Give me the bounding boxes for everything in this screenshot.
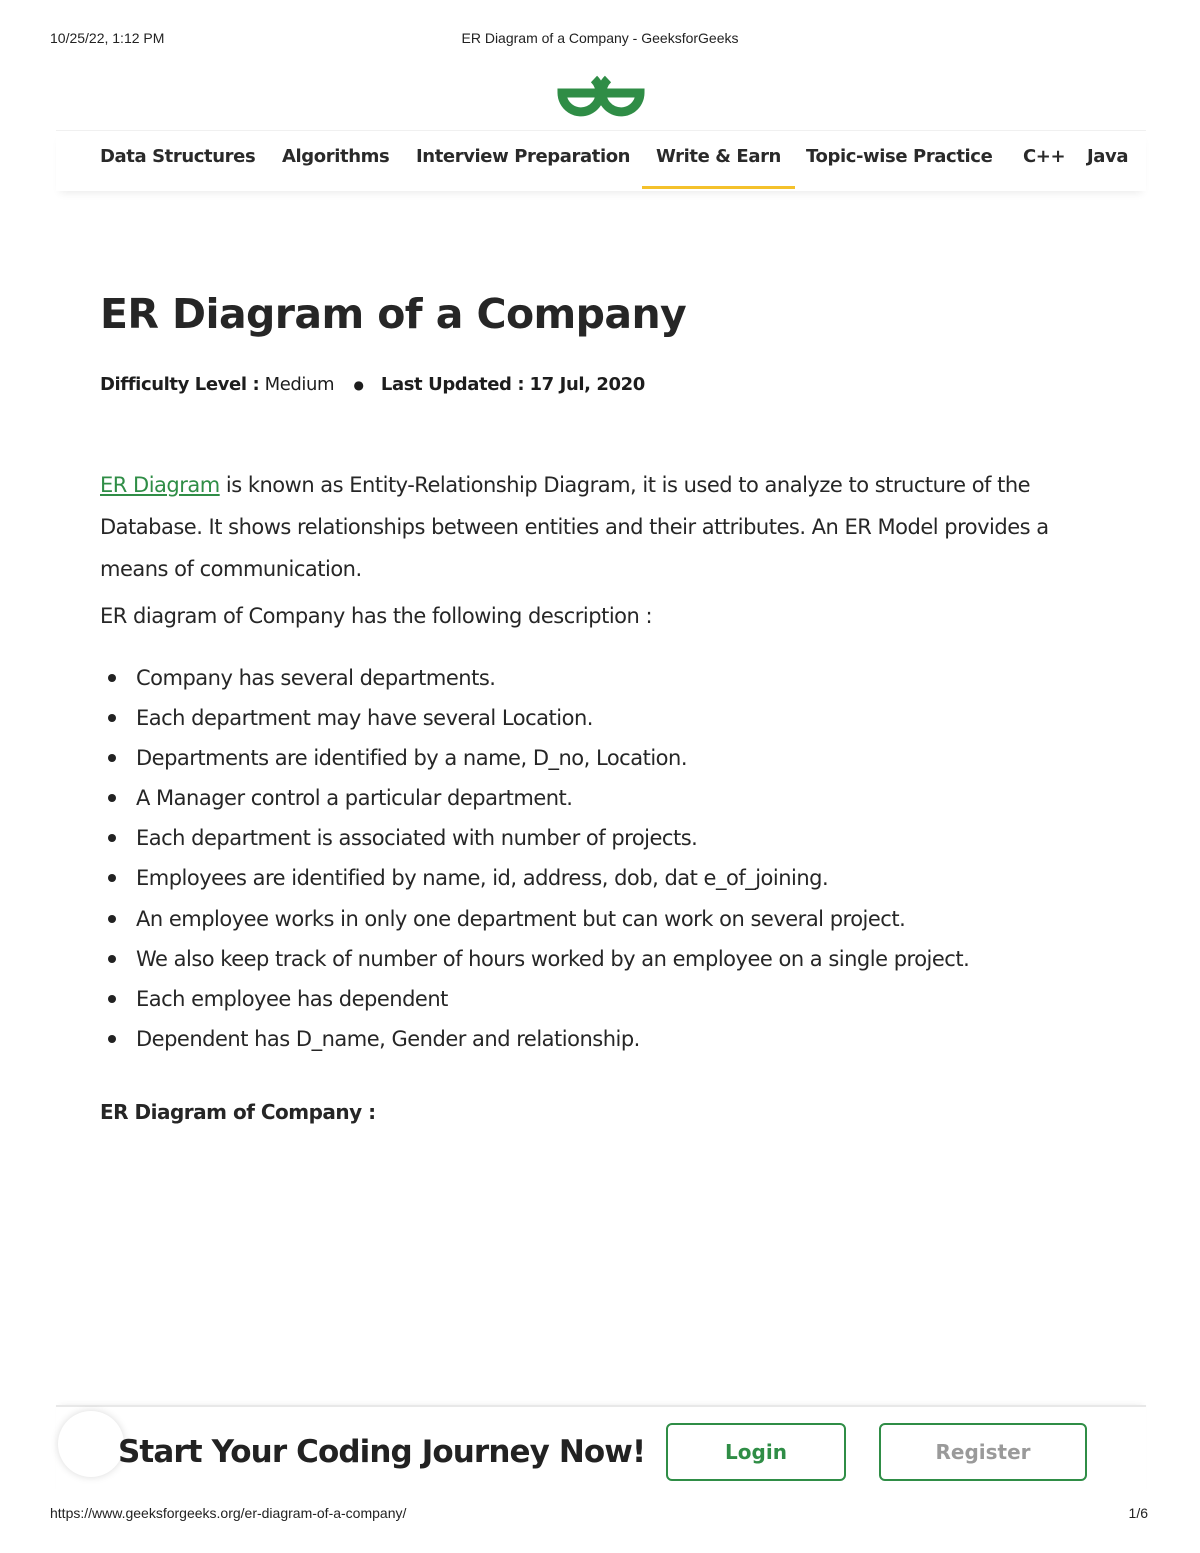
nav-java[interactable]: Java [1087,146,1129,167]
er-diagram-link[interactable]: ER Diagram [100,473,220,497]
print-url: https://www.geeksforgeeks.org/er-diagram-of-a-company/ [50,1505,407,1521]
difficulty-label: Difficulty Level : [100,374,260,395]
description-heading: ER diagram of Company has the following description : [100,604,653,628]
print-page-number: 1/6 [1128,1505,1148,1521]
list-item: A Manager control a particular department. [100,778,1120,818]
nav-cpp[interactable]: C++ [1023,146,1066,167]
list-item: We also keep track of number of hours worked by an employee on a single project. [100,939,1120,979]
updated-value: 17 Jul, 2020 [529,374,645,395]
list-item: Dependent has D_name, Gender and relationship. [100,1019,1120,1059]
list-item: Employees are identified by name, id, address, dob, dat e_of_joining. [100,858,1120,898]
updated-label: Last Updated : [380,374,525,395]
nav-interview-preparation[interactable]: Interview Preparation [416,146,631,167]
diagram-heading: ER Diagram of Company : [100,1100,376,1124]
list-item: Company has several departments. [100,658,1120,698]
nav-write-and-earn[interactable]: Write & Earn [656,146,781,190]
print-footer [0,1505,1200,1525]
main-nav [56,130,1146,191]
gfg-logo-svg [554,66,648,120]
list-item: Each department is associated with number of projects. [100,818,1120,858]
print-header [0,30,1200,50]
list-item: Each employee has dependent [100,979,1120,1019]
list-item: Each department may have several Location. [100,698,1120,738]
nav-algorithms[interactable]: Algorithms [282,146,390,167]
list-item: An employee works in only one department but can work on several project. [100,899,1120,939]
intro-text: is known as Entity-Relationship Diagram, it is used to analyze to structure of the Database. It shows relationships between entities and their attributes. An ER Model provides a means of communication. [100,473,1049,581]
article-meta [100,374,645,395]
login-button[interactable]: Login [666,1423,846,1481]
cta-text: Start Your Coding Journey Now! [118,1434,646,1470]
list-item: Departments are identified by a name, D_no, Location. [100,738,1120,778]
chat-bubble-icon[interactable] [58,1411,124,1477]
description-list [100,658,1120,1059]
register-button[interactable]: Register [879,1423,1087,1481]
page-title: ER Diagram of a Company [100,290,687,338]
gfg-logo-icon[interactable] [554,66,648,120]
print-datetime: 10/25/22, 1:12 PM [50,30,165,46]
difficulty-value: Medium [264,374,335,395]
print-page-title: ER Diagram of a Company - GeeksforGeeks [461,30,739,46]
intro-paragraph [100,464,1110,590]
nav-data-structures[interactable]: Data Structures [100,146,256,167]
nav-topic-wise-practice[interactable]: Topic-wise Practice [806,146,993,167]
bullet-separator-icon: ● [353,378,364,392]
